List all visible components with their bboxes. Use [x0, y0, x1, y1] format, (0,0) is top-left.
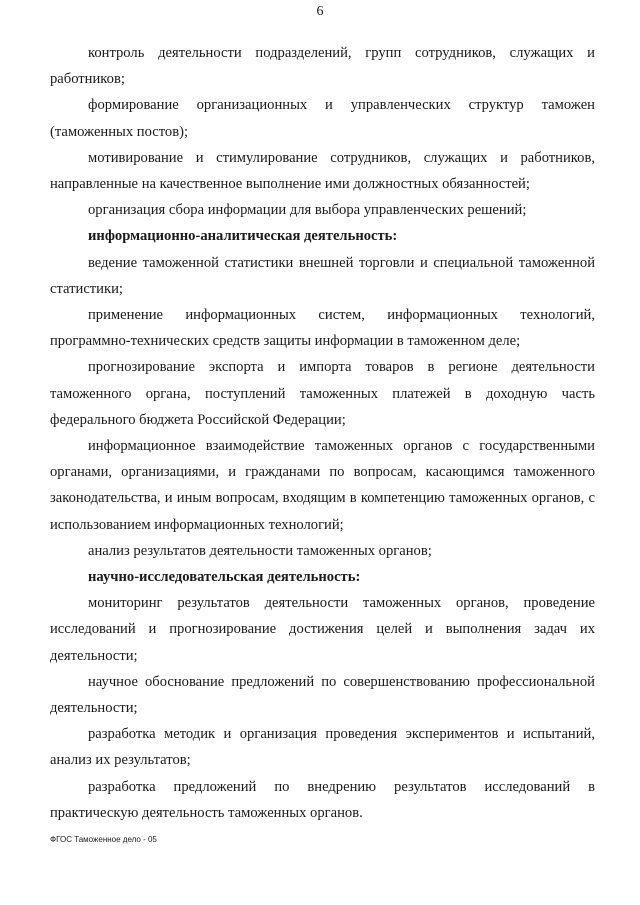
paragraph-forming-structures: формирование организационных и управленческих структур таможен (таможенных постов);	[50, 97, 595, 140]
paragraph-information-gathering: организация сбора информации для выбора управленческих решений;	[88, 202, 527, 219]
paragraph-monitoring: мониторинг результатов деятельности таможенных органов, проведение исследований и прогнозирование достижения целей и выполнения задач их деятельности;	[50, 595, 595, 664]
section-heading-analytical: информационно-аналитическая деятельность:	[88, 228, 398, 245]
paragraph-information-systems: применение информационных систем, информационных технологий, программно-технических средств защиты информации в таможенном деле;	[50, 307, 595, 350]
paragraph-results-analysis: анализ результатов деятельности таможенных органов;	[88, 542, 432, 559]
document-body	[50, 40, 595, 826]
paragraph-methods-development: разработка методик и организация проведения экспериментов и испытаний, анализ их результатов;	[50, 726, 595, 769]
section-heading-research: научно-исследовательская деятельность:	[88, 569, 361, 586]
page-number: 6	[316, 4, 324, 19]
paragraph-implementation: разработка предложений по внедрению результатов исследований в практическую деятельность таможенных органов.	[50, 778, 595, 821]
paragraph-control-activities: контроль деятельности подразделений, групп сотрудников, служащих и работников;	[50, 45, 595, 88]
paragraph-scientific-justification: научное обоснование предложений по совершенствованию профессиональной деятельности;	[50, 673, 595, 717]
paragraph-interaction: информационное взаимодействие таможенных органов с государственными органами, организациями, и гражданами по вопросам, касающимся таможенного законодательства, и иным вопросам, входящим в компетенцию таможенных органов, с использованием информационных технологий;	[50, 438, 595, 533]
paragraph-forecasting: прогнозирование экспорта и импорта товаров в регионе деятельности таможенного органа, поступлений таможенных платежей в доходную часть федерального бюджета Российской Федерации;	[50, 359, 595, 428]
page-footer: ФГОС Таможенное дело - 05	[50, 835, 157, 844]
paragraph-motivation: мотивирование и стимулирование сотрудников, служащих и работников, направленные на качественное выполнение ими должностных обязанностей;	[50, 149, 595, 193]
paragraph-statistics: ведение таможенной статистики внешней торговли и специальной таможенной статистики;	[50, 254, 595, 297]
